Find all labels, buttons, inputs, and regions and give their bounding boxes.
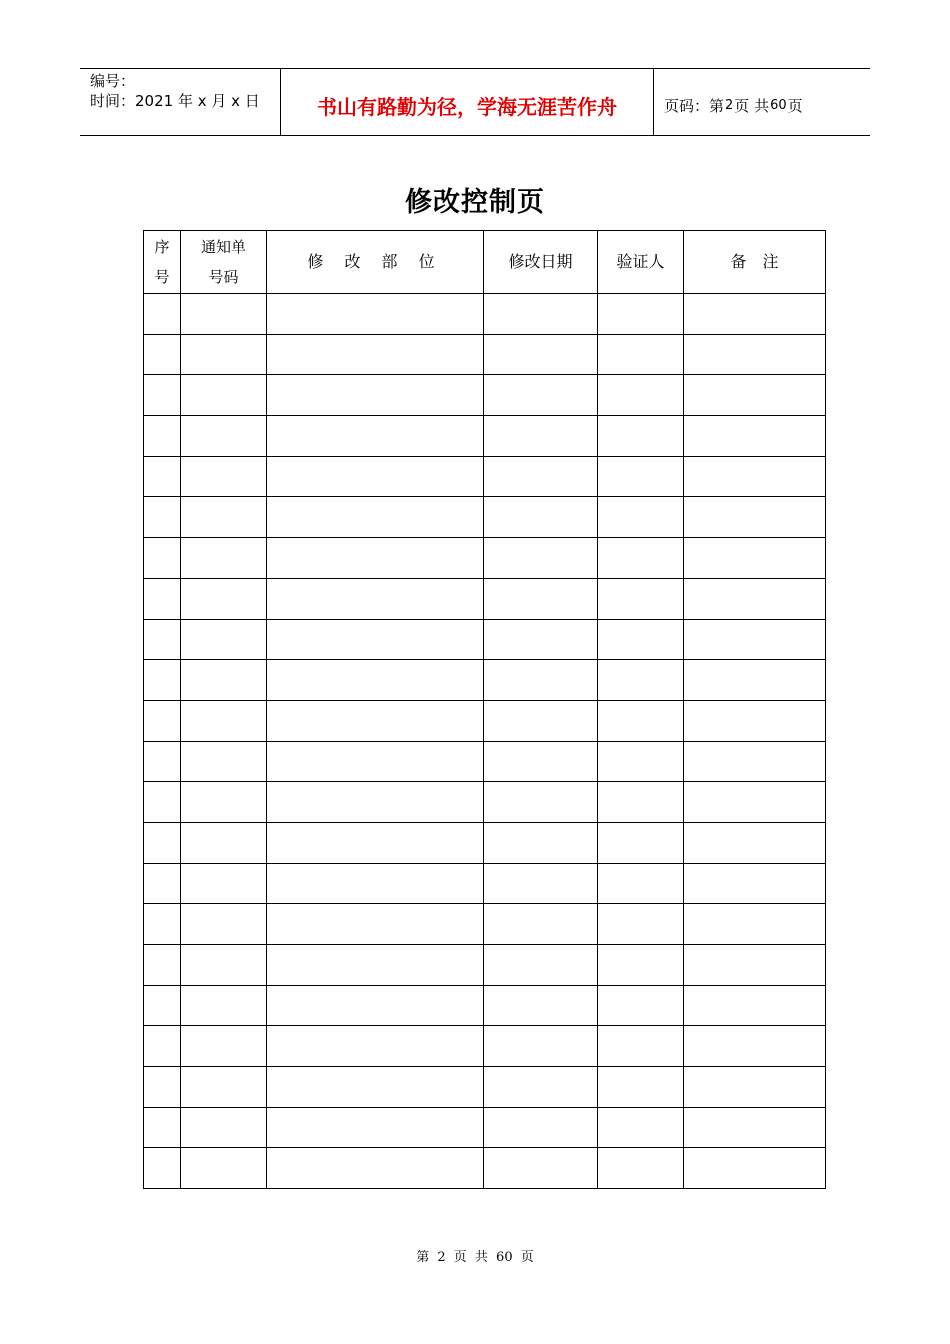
time-label: 时间：2021 年 x 月 x 日 xyxy=(90,92,260,110)
table-cell-verifier xyxy=(598,294,684,335)
table-cell-notice-number xyxy=(181,294,267,335)
table-cell-notice-number xyxy=(181,578,267,619)
table-cell-seq xyxy=(144,497,181,538)
column-header-part: 修 改 部 位 xyxy=(267,231,484,294)
table-cell-remark xyxy=(684,416,826,457)
table-cell-verifier xyxy=(598,985,684,1026)
table-cell-verifier xyxy=(598,1148,684,1189)
table-cell-date xyxy=(484,497,598,538)
revision-control-table xyxy=(143,230,826,1189)
header-page-info xyxy=(654,69,870,135)
table-cell-part xyxy=(267,578,484,619)
table-cell-date xyxy=(484,985,598,1026)
table-cell-remark xyxy=(684,619,826,660)
table-row xyxy=(144,904,826,945)
table-cell-remark xyxy=(684,741,826,782)
table-row xyxy=(144,334,826,375)
table-cell-notice-number xyxy=(181,1148,267,1189)
table-cell-verifier xyxy=(598,334,684,375)
table-cell-part xyxy=(267,985,484,1026)
table-row xyxy=(144,782,826,823)
table-cell-remark xyxy=(684,1148,826,1189)
table-cell-seq xyxy=(144,660,181,701)
table-cell-notice-number xyxy=(181,375,267,416)
table-cell-part xyxy=(267,904,484,945)
table-cell-seq xyxy=(144,945,181,986)
table-cell-remark xyxy=(684,375,826,416)
table-cell-date xyxy=(484,822,598,863)
table-cell-seq xyxy=(144,1148,181,1189)
table-row xyxy=(144,1026,826,1067)
table-cell-notice-number xyxy=(181,945,267,986)
table-cell-seq xyxy=(144,578,181,619)
table-cell-verifier xyxy=(598,375,684,416)
table-cell-notice-number xyxy=(181,660,267,701)
table-cell-seq xyxy=(144,1067,181,1108)
table-cell-date xyxy=(484,1067,598,1108)
header-meta xyxy=(80,69,281,135)
table-row xyxy=(144,497,826,538)
table-cell-part xyxy=(267,334,484,375)
table-cell-seq xyxy=(144,1107,181,1148)
table-cell-date xyxy=(484,538,598,579)
table-cell-part xyxy=(267,1067,484,1108)
table-cell-date xyxy=(484,1107,598,1148)
table-cell-date xyxy=(484,741,598,782)
table-cell-verifier xyxy=(598,904,684,945)
table-cell-verifier xyxy=(598,945,684,986)
table-row xyxy=(144,294,826,335)
table-row xyxy=(144,863,826,904)
table-cell-notice-number xyxy=(181,538,267,579)
table-cell-notice-number xyxy=(181,1107,267,1148)
table-cell-seq xyxy=(144,863,181,904)
table-cell-seq xyxy=(144,375,181,416)
table-cell-remark xyxy=(684,822,826,863)
table-cell-verifier xyxy=(598,1067,684,1108)
table-row xyxy=(144,985,826,1026)
table-cell-verifier xyxy=(598,822,684,863)
table-cell-part xyxy=(267,294,484,335)
table-cell-seq xyxy=(144,985,181,1026)
table-cell-date xyxy=(484,700,598,741)
table-cell-remark xyxy=(684,985,826,1026)
table-cell-part xyxy=(267,1148,484,1189)
table-cell-remark xyxy=(684,334,826,375)
table-cell-date xyxy=(484,456,598,497)
table-cell-remark xyxy=(684,782,826,823)
table-cell-remark xyxy=(684,456,826,497)
table-row xyxy=(144,538,826,579)
table-cell-seq xyxy=(144,294,181,335)
table-cell-seq xyxy=(144,456,181,497)
table-cell-part xyxy=(267,375,484,416)
table-header-row xyxy=(144,231,826,294)
table-cell-seq xyxy=(144,782,181,823)
table-row xyxy=(144,1107,826,1148)
table-cell-seq xyxy=(144,538,181,579)
table-cell-verifier xyxy=(598,660,684,701)
table-cell-remark xyxy=(684,578,826,619)
column-header-seq: 序 号 xyxy=(144,231,181,294)
table-cell-part xyxy=(267,660,484,701)
table-cell-part xyxy=(267,863,484,904)
table-cell-notice-number xyxy=(181,863,267,904)
table-cell-notice-number xyxy=(181,822,267,863)
page-footer: 第 2 页 共 60 页 xyxy=(416,1250,534,1265)
table-cell-part xyxy=(267,416,484,457)
table-cell-remark xyxy=(684,294,826,335)
table-cell-notice-number xyxy=(181,619,267,660)
column-header-notice-number: 通知单 号码 xyxy=(181,231,267,294)
table-cell-remark xyxy=(684,1067,826,1108)
table-cell-seq xyxy=(144,822,181,863)
table-cell-part xyxy=(267,619,484,660)
page-current: 2 xyxy=(725,97,734,113)
table-cell-remark xyxy=(684,863,826,904)
table-cell-remark xyxy=(684,660,826,701)
page-prefix: 页码：第 xyxy=(664,96,725,115)
table-cell-date xyxy=(484,1148,598,1189)
table-cell-part xyxy=(267,1107,484,1148)
table-cell-verifier xyxy=(598,1026,684,1067)
table-cell-date xyxy=(484,1026,598,1067)
table-cell-part xyxy=(267,700,484,741)
table-cell-verifier xyxy=(598,416,684,457)
table-cell-date xyxy=(484,416,598,457)
table-cell-verifier xyxy=(598,782,684,823)
table-cell-verifier xyxy=(598,497,684,538)
table-cell-notice-number xyxy=(181,416,267,457)
table-cell-remark xyxy=(684,1026,826,1067)
table-cell-notice-number xyxy=(181,985,267,1026)
table-row xyxy=(144,660,826,701)
table-row xyxy=(144,945,826,986)
table-cell-seq xyxy=(144,741,181,782)
column-header-remark: 备 注 xyxy=(684,231,826,294)
table-cell-notice-number xyxy=(181,334,267,375)
table-cell-part xyxy=(267,741,484,782)
table-cell-part xyxy=(267,497,484,538)
table-cell-part xyxy=(267,822,484,863)
table-row xyxy=(144,375,826,416)
table-row xyxy=(144,456,826,497)
table-cell-remark xyxy=(684,945,826,986)
table-cell-date xyxy=(484,863,598,904)
serial-number-label: 编号： xyxy=(90,72,136,90)
table-row xyxy=(144,822,826,863)
table-cell-date xyxy=(484,660,598,701)
table-cell-part xyxy=(267,456,484,497)
table-cell-seq xyxy=(144,619,181,660)
document-header xyxy=(80,68,870,136)
table-cell-date xyxy=(484,334,598,375)
column-header-date: 修改日期 xyxy=(484,231,598,294)
table-cell-date xyxy=(484,782,598,823)
table-cell-notice-number xyxy=(181,700,267,741)
table-cell-verifier xyxy=(598,700,684,741)
table-cell-notice-number xyxy=(181,456,267,497)
table-cell-part xyxy=(267,538,484,579)
table-cell-remark xyxy=(684,904,826,945)
table-cell-seq xyxy=(144,1026,181,1067)
table-cell-remark xyxy=(684,538,826,579)
table-row xyxy=(144,1067,826,1108)
table-cell-verifier xyxy=(598,741,684,782)
page-title: 修改控制页 xyxy=(405,187,545,218)
table-cell-date xyxy=(484,578,598,619)
table-cell-part xyxy=(267,945,484,986)
page-suffix: 页 xyxy=(787,96,803,115)
column-header-verifier: 验证人 xyxy=(598,231,684,294)
table-cell-notice-number xyxy=(181,1067,267,1108)
table-cell-notice-number xyxy=(181,782,267,823)
page-total: 60 xyxy=(770,97,787,113)
table-row xyxy=(144,578,826,619)
table-cell-date xyxy=(484,619,598,660)
table-row xyxy=(144,741,826,782)
table-cell-seq xyxy=(144,416,181,457)
table-cell-verifier xyxy=(598,578,684,619)
table-cell-part xyxy=(267,782,484,823)
page-mid: 页 共 xyxy=(734,96,770,115)
table-cell-notice-number xyxy=(181,497,267,538)
table-row xyxy=(144,416,826,457)
table-cell-date xyxy=(484,294,598,335)
table-row xyxy=(144,619,826,660)
table-row xyxy=(144,1148,826,1189)
table-cell-seq xyxy=(144,904,181,945)
table-cell-verifier xyxy=(598,619,684,660)
table-cell-date xyxy=(484,945,598,986)
table-cell-seq xyxy=(144,700,181,741)
table-cell-seq xyxy=(144,334,181,375)
table-cell-remark xyxy=(684,1107,826,1148)
table-body xyxy=(144,294,826,1189)
table-cell-date xyxy=(484,904,598,945)
table-cell-verifier xyxy=(598,863,684,904)
table-cell-verifier xyxy=(598,456,684,497)
table-cell-verifier xyxy=(598,1107,684,1148)
table-cell-remark xyxy=(684,700,826,741)
table-cell-verifier xyxy=(598,538,684,579)
table-cell-notice-number xyxy=(181,741,267,782)
table-cell-notice-number xyxy=(181,904,267,945)
table-cell-notice-number xyxy=(181,1026,267,1067)
table-row xyxy=(144,700,826,741)
table-cell-part xyxy=(267,1026,484,1067)
header-motto: 书山有路勤为径，学海无涯苦作舟 xyxy=(281,69,654,135)
table-cell-remark xyxy=(684,497,826,538)
table-cell-date xyxy=(484,375,598,416)
